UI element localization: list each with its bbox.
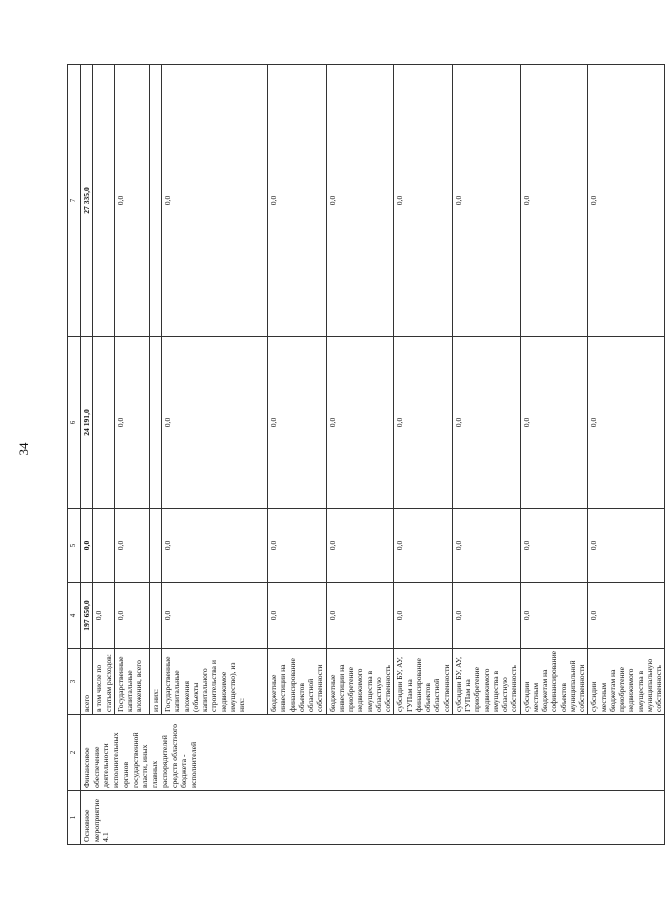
value-cell-c4: 0,0 [588, 583, 665, 649]
value-cell-c5: 0,0 [520, 509, 588, 583]
value-cell-c7: 0,0 [162, 65, 268, 337]
header-cell: 7 [68, 65, 81, 337]
value-cell-c6: 0,0 [394, 337, 453, 509]
value-cell-c6: 0,0 [268, 337, 327, 509]
header-cell: 6 [68, 337, 81, 509]
value-cell-c6: 0,0 [452, 337, 520, 509]
value-cell-c5: 0,0 [588, 509, 665, 583]
value-cell-c7: 27 335,0 [81, 65, 93, 337]
value-cell-c6 [149, 337, 161, 509]
header-cell: 3 [68, 649, 81, 715]
expense-label-cell: из них: [149, 649, 161, 715]
measure-cell: Основное мероприятие 4.1 [81, 791, 665, 845]
value-cell-c6: 24 191,0 [81, 337, 93, 509]
expense-label-cell: субсидии местным бюджетам на приобретение недвижимого имущества в муниципальную собственность [588, 649, 665, 715]
value-cell-c7: 0,0 [326, 65, 394, 337]
value-cell-c7: 0,0 [520, 65, 588, 337]
value-cell-c6: 0,0 [326, 337, 394, 509]
value-cell-c6: 0,0 [588, 337, 665, 509]
value-cell-c7: 0,0 [588, 65, 665, 337]
value-cell-c5: 0,0 [162, 509, 268, 583]
value-cell-c4: 0,0 [162, 583, 268, 649]
expense-label-cell: Государственные капитальные вложения, всего [114, 649, 149, 715]
value-cell-c4: 0,0 [93, 583, 115, 649]
value-cell-c5 [93, 509, 115, 583]
value-cell-c6: 0,0 [114, 337, 149, 509]
header-cell: 2 [68, 715, 81, 791]
value-cell-c5 [149, 509, 161, 583]
value-cell-c7 [149, 65, 161, 337]
value-cell-c6: 0,0 [162, 337, 268, 509]
value-cell-c7: 0,0 [394, 65, 453, 337]
expense-label-cell: субсидии местным бюджетам на софинансирование объектов муниципальной собственности [520, 649, 588, 715]
header-cell: 4 [68, 583, 81, 649]
value-cell-c4: 0,0 [114, 583, 149, 649]
expense-label-cell: субсидии БУ, АУ, ГУПам на финансирование объектов областной собственности [394, 649, 453, 715]
expense-label-cell: бюджетные инвестиции на приобретение недвижимого имущества в областную собственность [326, 649, 394, 715]
rotated-table-wrapper [67, 65, 663, 845]
value-cell-c4: 0,0 [268, 583, 327, 649]
value-cell-c6 [93, 337, 115, 509]
expense-label-cell: Государственные капитальные вложения (объекты капитального строительства и недвижимое имущество), из них: [162, 649, 268, 715]
measure-name-cell: Финансовое обеспечение деятельности исполнительных органов государственной власти, иных главных распорядителей средств областного бюджета - исполнителей [81, 715, 665, 791]
value-cell-c6: 0,0 [520, 337, 588, 509]
header-cell: 1 [68, 791, 81, 845]
value-cell-c5: 0,0 [81, 509, 93, 583]
value-cell-c4: 0,0 [394, 583, 453, 649]
expense-label-cell: всего [81, 649, 93, 715]
value-cell-c4: 0,0 [452, 583, 520, 649]
header-cell: 5 [68, 509, 81, 583]
table-row [81, 65, 93, 845]
value-cell-c4 [149, 583, 161, 649]
expense-label-cell: в том числе по статьям расходов: [93, 649, 115, 715]
value-cell-c7: 0,0 [114, 65, 149, 337]
value-cell-c7 [93, 65, 115, 337]
value-cell-c4: 0,0 [326, 583, 394, 649]
value-cell-c5: 0,0 [268, 509, 327, 583]
value-cell-c4: 197 650,0 [81, 583, 93, 649]
expense-label-cell: бюджетные инвестиции на финансирование объектов областной собственности [268, 649, 327, 715]
value-cell-c7: 0,0 [452, 65, 520, 337]
value-cell-c5: 0,0 [394, 509, 453, 583]
financing-table [67, 64, 665, 845]
value-cell-c5: 0,0 [114, 509, 149, 583]
page-number: 34 [16, 442, 31, 456]
value-cell-c5: 0,0 [326, 509, 394, 583]
expense-label-cell: субсидии БУ, АУ, ГУПам на приобретение недвижимого имущества в областную собственность [452, 649, 520, 715]
value-cell-c4: 0,0 [520, 583, 588, 649]
value-cell-c7: 0,0 [268, 65, 327, 337]
value-cell-c5: 0,0 [452, 509, 520, 583]
header-row [68, 65, 81, 845]
